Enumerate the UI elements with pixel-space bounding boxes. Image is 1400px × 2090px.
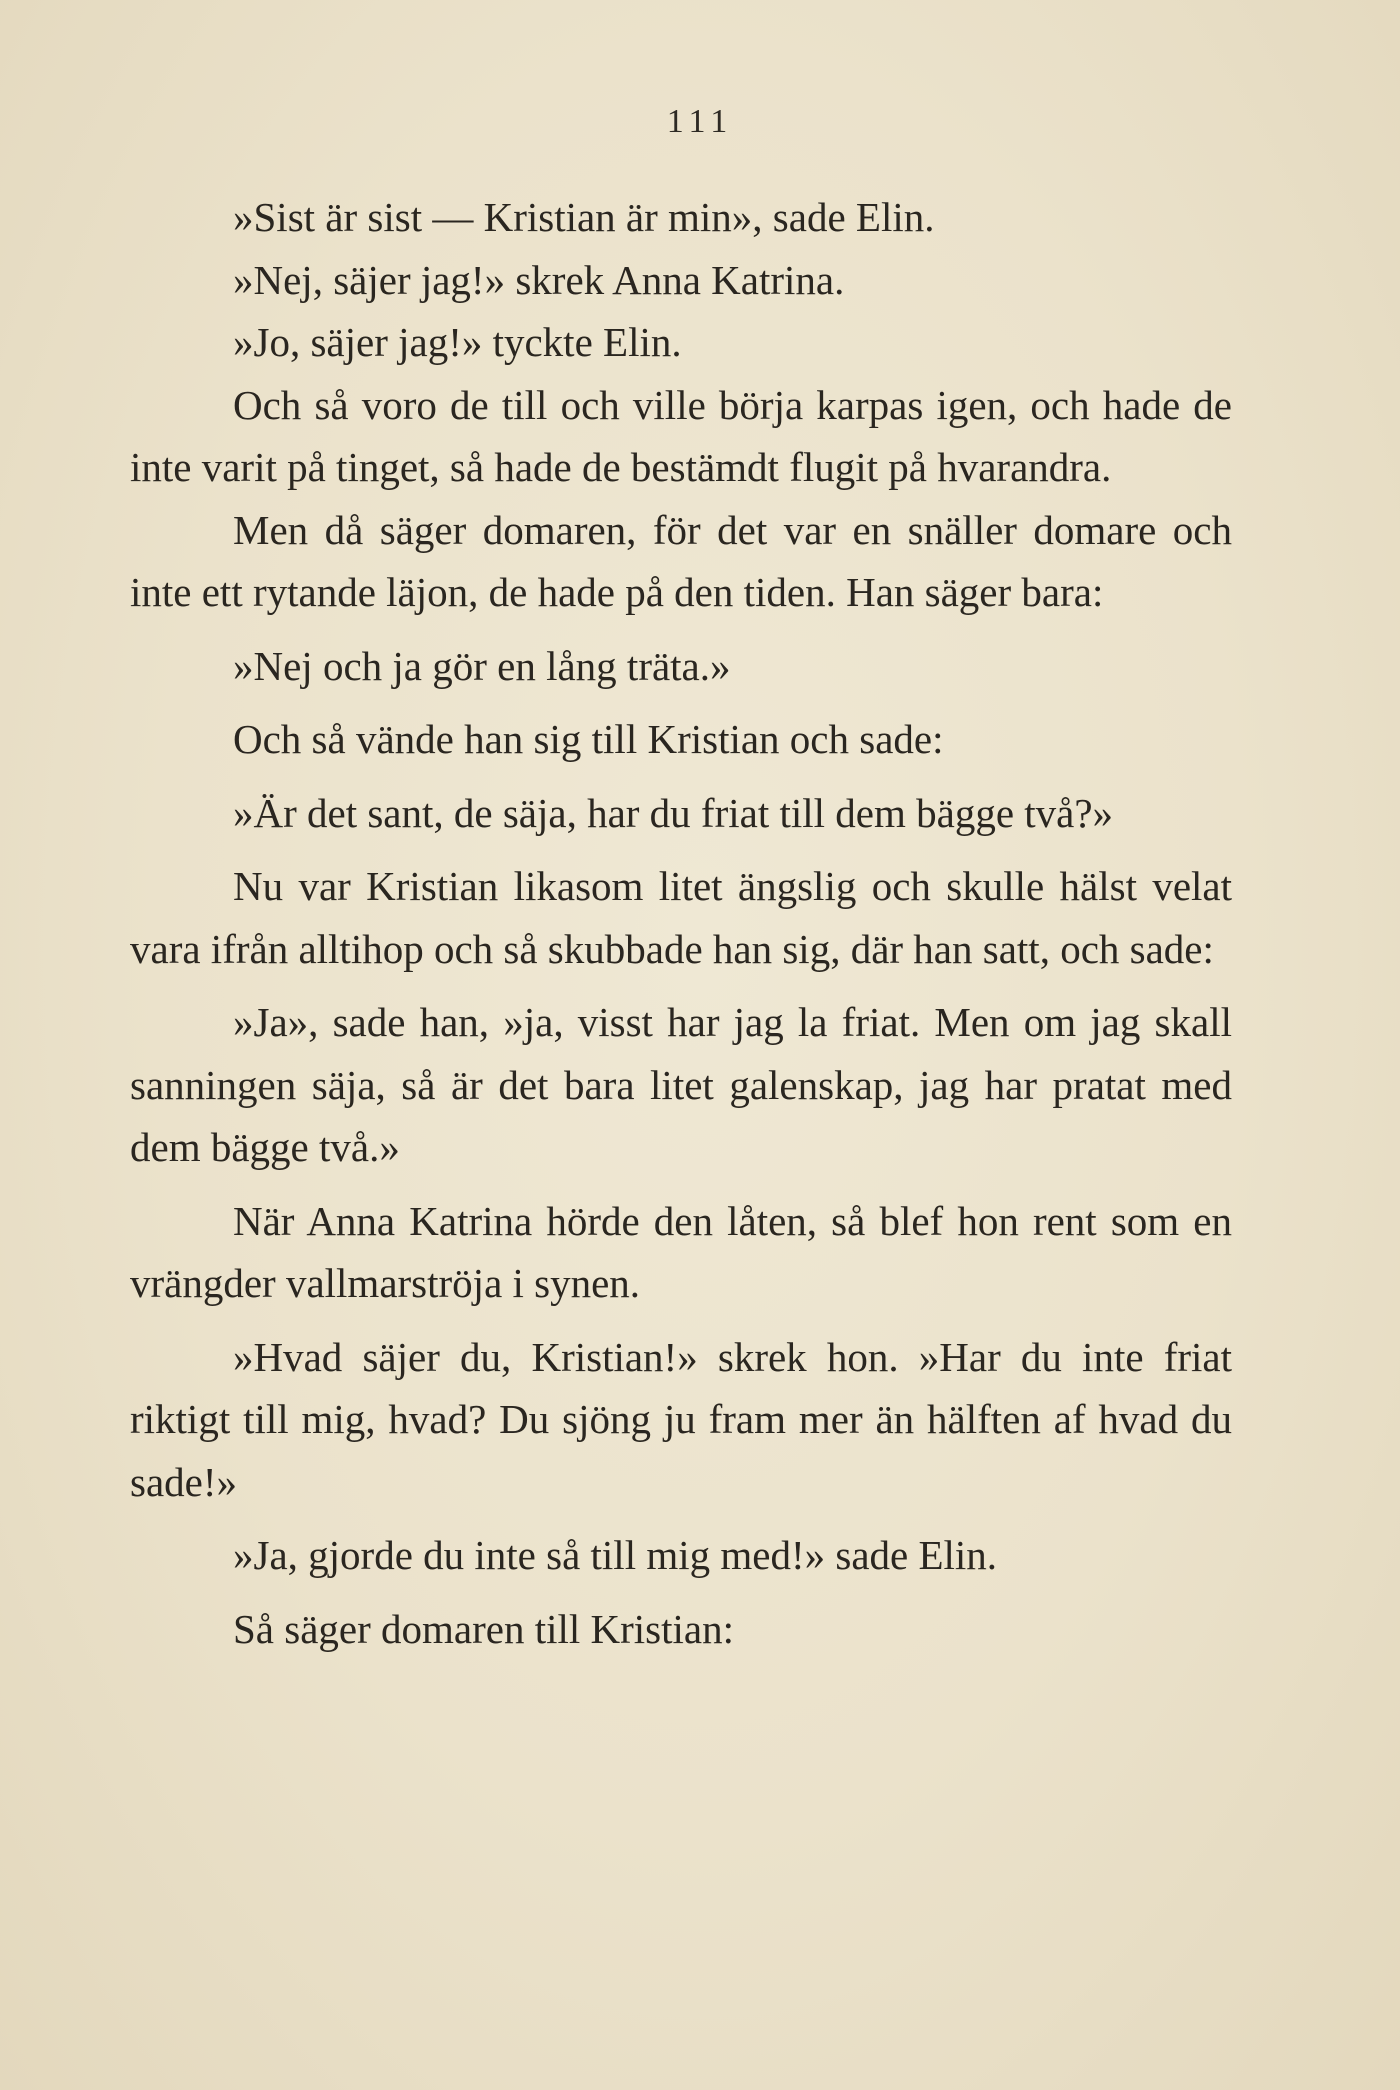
paragraph: »Sist är sist — Kristian är min», sade Elin. [233, 194, 935, 240]
paragraph: »Ja», sade han, »ja, visst har jag la friat. Men om jag skall sanningen säja, så är det bara litet galenskap, jag har pratat med dem bägge två.» [130, 999, 1232, 1170]
paragraph: Men då säger domaren, för det var en snäller domare och inte ett rytande läjon, de hade på den tiden. Han säger bara: [130, 506, 1232, 615]
paragraph: »Ja, gjorde du inte så till mig med!» sade Elin. [233, 1532, 998, 1578]
paragraph: »Nej, säjer jag!» skrek Anna Katrina. [233, 256, 845, 303]
page-number: 111 [666, 103, 734, 140]
paragraph: »Jo, säjer jag!» tyckte Elin. [233, 319, 682, 365]
paragraph: »Är det sant, de säja, har du friat till dem bägge två?» [233, 789, 1114, 836]
paragraph: När Anna Katrina hörde den låten, så blef hon rent som en vrängder vallmarströja i synen. [130, 1197, 1232, 1306]
body-text [130, 186, 1232, 1660]
paragraph: Så säger domaren till Kristian: [233, 1605, 734, 1652]
paragraph: Och så vände han sig till Kristian och sade: [233, 716, 944, 762]
paragraph: Och så voro de till och ville börja karpas igen, och hade de inte varit på tinget, så hade de bestämdt flugit på hvarandra. [130, 381, 1232, 490]
paragraph: »Nej och ja gör en lång träta.» [233, 642, 731, 689]
paragraph: Nu var Kristian likasom litet ängslig och skulle hälst velat vara ifrån alltihop och så skubbade han sig, där han satt, och sade: [130, 863, 1232, 972]
paragraph: »Hvad säjer du, Kristian!» skrek hon. »Har du inte friat riktigt till mig, hvad? Du sjöng ju fram mer än hälften af hvad du sade!» [130, 1333, 1232, 1505]
